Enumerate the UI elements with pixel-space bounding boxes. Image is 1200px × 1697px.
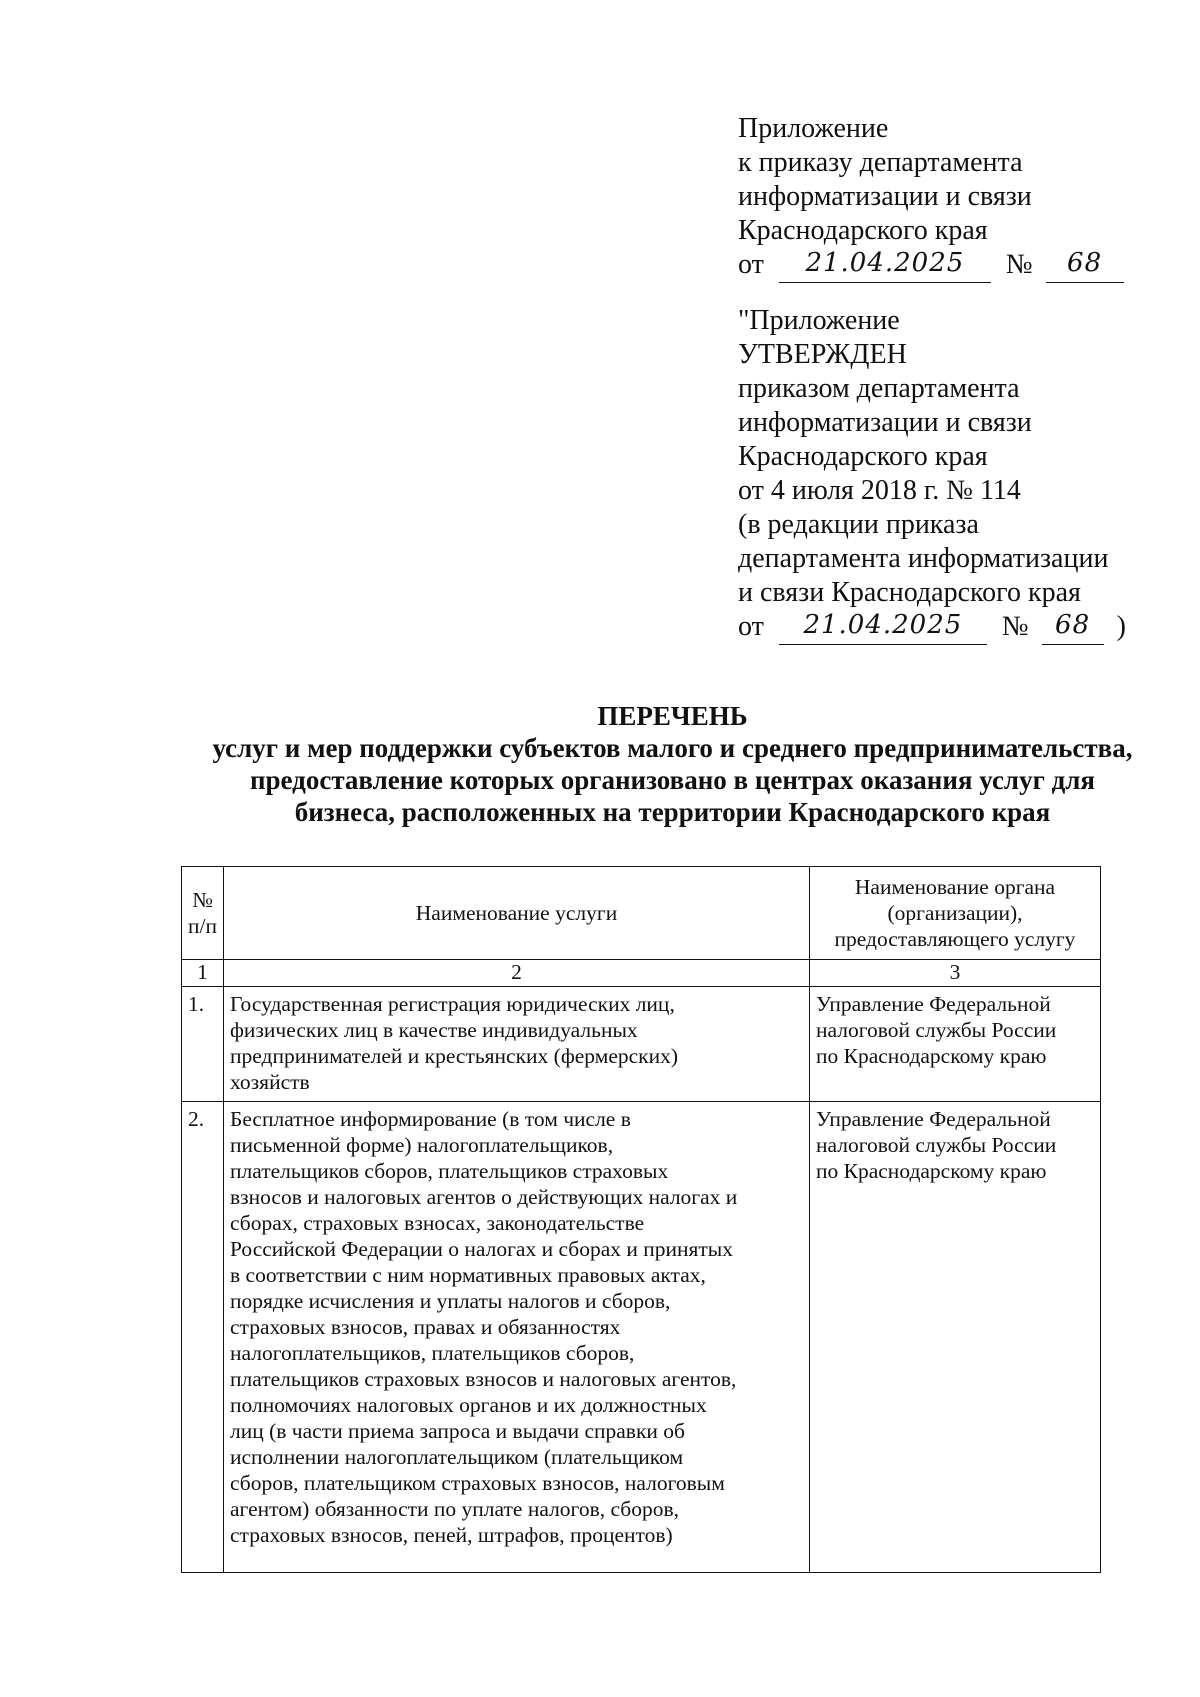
- column-index: 1: [182, 960, 224, 987]
- approval-line: информатизации и связи: [738, 407, 1032, 438]
- approval-line: УТВЕРЖДЕН: [738, 339, 907, 370]
- provider-org: Управление Федеральной налоговой службы России по Краснодарскому краю: [810, 987, 1101, 1102]
- table-row: [182, 987, 1101, 1102]
- provider-org: Управление Федеральной налоговой службы России по Краснодарскому краю: [810, 1102, 1101, 1573]
- service-name: Государственная регистрация юридических лиц, физических лиц в качестве индивидуальных предпринимателей и крестьянских (фермерских) хозяйств: [224, 987, 810, 1102]
- approval-line: и связи Краснодарского края: [738, 577, 1081, 608]
- appendix-line: к приказу департамента: [738, 147, 1023, 178]
- row-number: 1.: [182, 987, 224, 1102]
- number-prefix: №: [1001, 611, 1029, 642]
- approval-line: Краснодарского края: [738, 441, 988, 472]
- appendix-line: Краснодарского края: [738, 215, 988, 246]
- handwritten-date: 21.04.2025: [779, 610, 987, 645]
- header-cell-org: Наименование органа (организации), предоставляющего услугу: [810, 867, 1101, 960]
- header-cell-service: Наименование услуги: [224, 867, 810, 960]
- title-sub: предоставление которых организовано в центрах оказания услуг для: [249, 765, 1095, 795]
- column-index-row: [182, 960, 1101, 987]
- closing-paren: ): [1116, 611, 1126, 642]
- date-prefix: от: [738, 249, 764, 280]
- approval-line: (в редакции приказа: [738, 509, 979, 540]
- services-table: [181, 866, 1101, 1573]
- column-index: 2: [224, 960, 810, 987]
- column-index: 3: [810, 960, 1101, 987]
- appendix-line: Приложение: [738, 113, 889, 144]
- table-row: [182, 1102, 1101, 1573]
- appendix-header: [738, 112, 1126, 644]
- handwritten-date: 21.04.2025: [779, 248, 991, 283]
- document-title: [0, 700, 1200, 828]
- title-sub: бизнеса, расположенных на территории Краснодарского края: [294, 797, 1051, 827]
- approval-line: приказом департамента: [738, 373, 1020, 404]
- row-number: 2.: [182, 1102, 224, 1573]
- handwritten-number: 68: [1042, 610, 1104, 645]
- handwritten-number: 68: [1046, 248, 1124, 283]
- appendix-date-line: [738, 248, 1126, 282]
- approval-line: от 4 июля 2018 г. № 114: [738, 475, 1021, 506]
- approval-line: "Приложение: [738, 305, 900, 336]
- approval-line: департамента информатизации: [738, 543, 1109, 574]
- service-name: Бесплатное информирование (в том числе в письменной форме) налогоплательщиков, плательщиков сборов, плательщиков страховых взносов и налоговых агентов о действующих налогах и сборах, страховых взносах, законодательстве Российской Федерации о налогах и сборах и принятых в соответствии с ним нормативных правовых актах, порядке исчисления и уплаты налогов и сборов, страховых взносов, правах и обязанностях налогоплательщиков, плательщиков сборов, плательщиков страховых взносов и налоговых агентов, полномочиях налоговых органов и их должностных лиц (в части приема запроса и выдачи справки об исполнении налогоплательщиком (плательщиком сборов, плательщиком страховых взносов, налоговым агентом) обязанности по уплате налогов, сборов, страховых взносов, пеней, штрафов, процентов): [224, 1102, 810, 1573]
- appendix-line: информатизации и связи: [738, 181, 1032, 212]
- title-main: ПЕРЕЧЕНЬ: [597, 701, 748, 731]
- header-cell-num: № п/п: [182, 867, 224, 960]
- approval-date-line: [738, 610, 1126, 644]
- title-sub: услуг и мер поддержки субъектов малого и среднего предпринимательства,: [212, 733, 1133, 763]
- date-prefix: от: [738, 611, 764, 642]
- number-prefix: №: [1005, 249, 1033, 280]
- table-header-row: [182, 867, 1101, 960]
